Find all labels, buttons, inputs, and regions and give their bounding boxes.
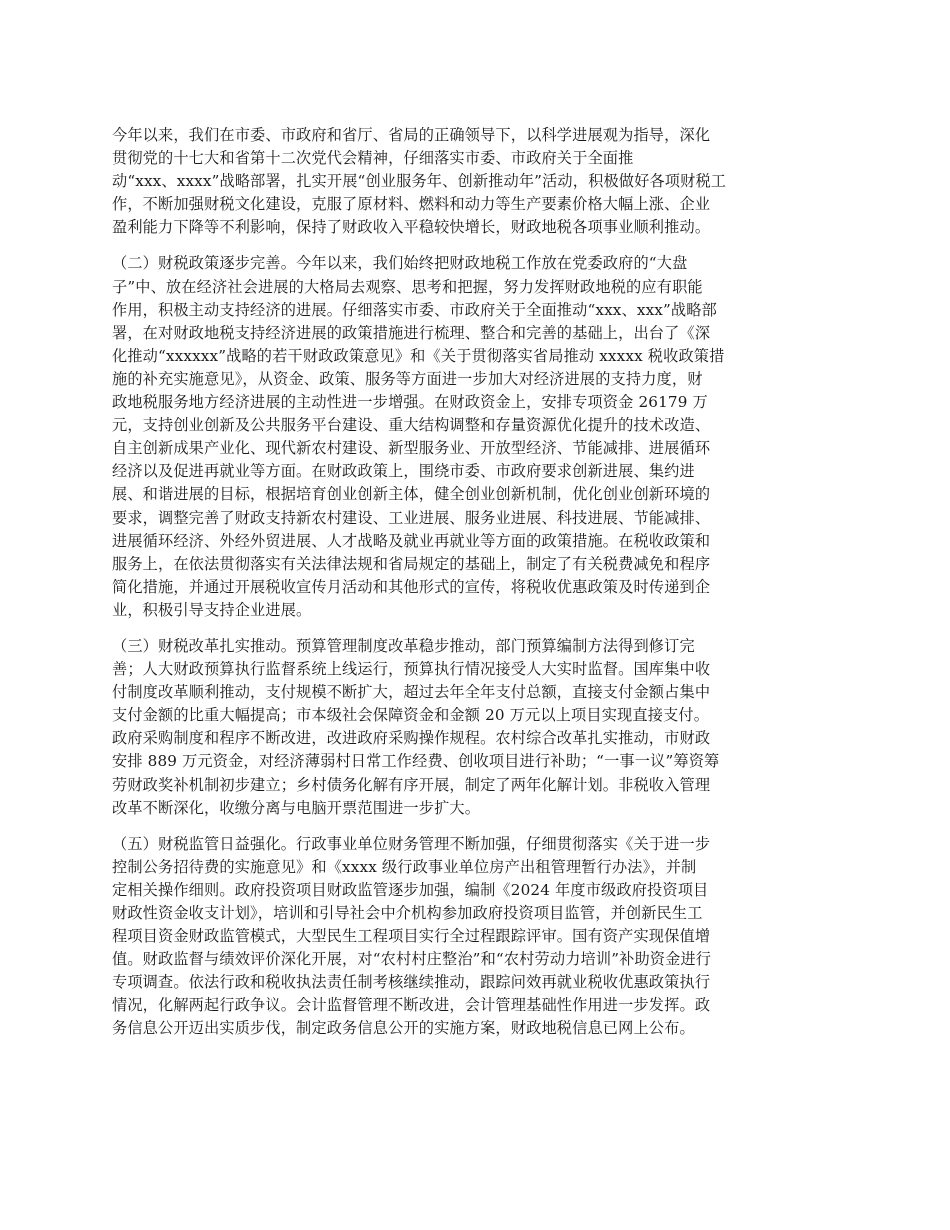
text-line: 经济以及促进再就业等方面。在财政政策上，围绕市委、市政府要求创新进展、集约进 <box>112 462 695 481</box>
text-line: 专项调查。依法行政和税收执法责任制考核继续推动，跟踪问效再就业税收优惠政策执行 <box>112 973 711 992</box>
text-line: 政府采购制度和程序不断改进，改进政府采购操作规程。农村综合改革扎实推动，市财政 <box>112 729 711 748</box>
paragraph-tax-policy <box>112 252 840 622</box>
text-line: 作，不断加强财税文化建设，克服了原材料、燃料和动力等生产要素价格大幅上涨、企业 <box>112 195 711 214</box>
document-body <box>112 124 840 1054</box>
text-line: 程项目资金财政监管模式，大型民生工程项目实行全过程跟踪评审。国有资产实现保值增 <box>112 927 711 946</box>
paragraph-tax-reform <box>112 635 840 820</box>
text-line: 动“xxx、xxxx”战略部署，扎实开展“创业服务年、创新推动年”活动，积极做好各项财税工 <box>112 172 727 191</box>
text-line: 安排 889 万元资金，对经济薄弱村日常工作经费、创收项目进行补助；“一事一议”筹资筹 <box>112 752 720 771</box>
text-line: 展、和谐进展的目标，根据培育创业创新主体，健全创业创新机制，优化创业创新环境的 <box>112 485 711 504</box>
text-line: 化推动“xxxxxx”战略的若干财政政策意见》和《关于贯彻落实省局推动 xxxxx 税收政策措 <box>112 346 725 365</box>
text-line: 政地税服务地方经济进展的主动性进一步增强。在财政资金上，安排专项资金 26179 万 <box>112 393 708 412</box>
text-line: 值。财政监督与绩效评价深化开展，对“农村村庄整治”和“农村劳动力培训”补助资金进行 <box>112 950 712 969</box>
text-line: 劳财政奖补机制初步建立；乡村债务化解有序开展，制定了两年化解计划。非税收入管理 <box>112 775 711 794</box>
text-line: 善；人大财政预算执行监督系统上线运行，预算执行情况接受人大实时监督。国库集中收 <box>112 660 711 679</box>
text-line: 付制度改革顺利推动，支付规模不断扩大，超过去年全年支付总额，直接支付金额占集中 <box>112 683 711 702</box>
text-line: 情况，化解两起行政争议。会计监督管理不断改进，会计管理基础性作用进一步发挥。政 <box>112 996 711 1015</box>
text-line: 元，支持创业创新及公共服务平台建设、重大结构调整和存量资源优化提升的技术改造、 <box>112 416 711 435</box>
text-line: 今年以来，我们在市委、市政府和省厅、省局的正确领导下，以科学进展观为指导，深化 <box>112 126 711 144</box>
text-line: 财政性资金收支计划》，培训和引导社会中介机构参加政府投资项目监管，并创新民生工 <box>112 904 703 922</box>
text-line: （五）财税监管日益强化。行政事业单位财务管理不断加强，仔细贯彻落实《关于进一步 <box>112 834 711 853</box>
text-line: 子”中、放在经济社会进展的大格局去观察、思考和把握，努力发挥财政地税的应有职能 <box>112 277 703 296</box>
text-line: 控制公务招待费的实施意见》和《xxxx 级行政事业单位房产出租管理暂行办法》，并制 <box>112 857 697 876</box>
text-line: 改革不断深化，收缴分离与电脑开票范围进一步扩大。 <box>112 798 481 817</box>
text-line: 贯彻党的十七大和省第十二次党代会精神，仔细落实市委、市政府关于全面推 <box>112 149 634 168</box>
text-line: 简化措施，并通过开展税收宣传月活动和其他形式的宣传，将税收优惠政策及时传递到企 <box>112 577 711 596</box>
text-line: 支付金额的比重大幅提高；市本级社会保障资金和金额 20 万元以上项目实现直接支付。 <box>112 706 710 725</box>
text-line: 要求，调整完善了财政支持新农村建设、工业进展、服务业进展、科技进展、节能减排、 <box>112 508 711 527</box>
text-line: 务信息公开迈出实质步伐，制定政务信息公开的实施方案，财政地税信息已网上公布。 <box>112 1019 695 1038</box>
text-line: 施的补充实施意见》，从资金、政策、服务等方面进一步加大对经济进展的支持力度，财 <box>112 369 703 388</box>
text-line: 署，在对财政地税支持经济进展的政策措施进行梳理、整合和完善的基础上，出台了《深 <box>112 323 711 342</box>
paragraph-tax-supervision <box>112 833 840 1041</box>
paragraph-intro <box>112 124 840 239</box>
text-line: 进展循环经济、外经外贸进展、人才战略及就业再就业等方面的政策措施。在税收政策和 <box>112 531 711 550</box>
text-line: 定相关操作细则。政府投资项目财政监管逐步加强，编制《2024 年度市级政府投资项目 <box>112 880 709 899</box>
text-line: 业，积极引导支持企业进展。 <box>112 600 312 619</box>
text-line: （二）财税政策逐步完善。今年以来，我们始终把财政地税工作放在党委政府的“大盘 <box>112 254 688 273</box>
text-line: （三）财税改革扎实推动。预算管理制度改革稳步推动，部门预算编制方法得到修订完 <box>112 636 695 655</box>
text-line: 服务上，在依法贯彻落实有关法律法规和省局规定的基础上，制定了有关税费减免和程序 <box>112 554 711 573</box>
text-line: 作用，积极主动支持经济的进展。仔细落实市委、市政府关于全面推动“xxx、xxx”战略部 <box>112 300 717 319</box>
text-line: 自主创新成果产业化、现代新农村建设、新型服务业、开放型经济、节能减排、进展循环 <box>112 439 711 458</box>
text-line: 盈利能力下降等不利影响，保持了财政收入平稳较快增长，财政地税各项事业顺利推动。 <box>112 218 711 237</box>
